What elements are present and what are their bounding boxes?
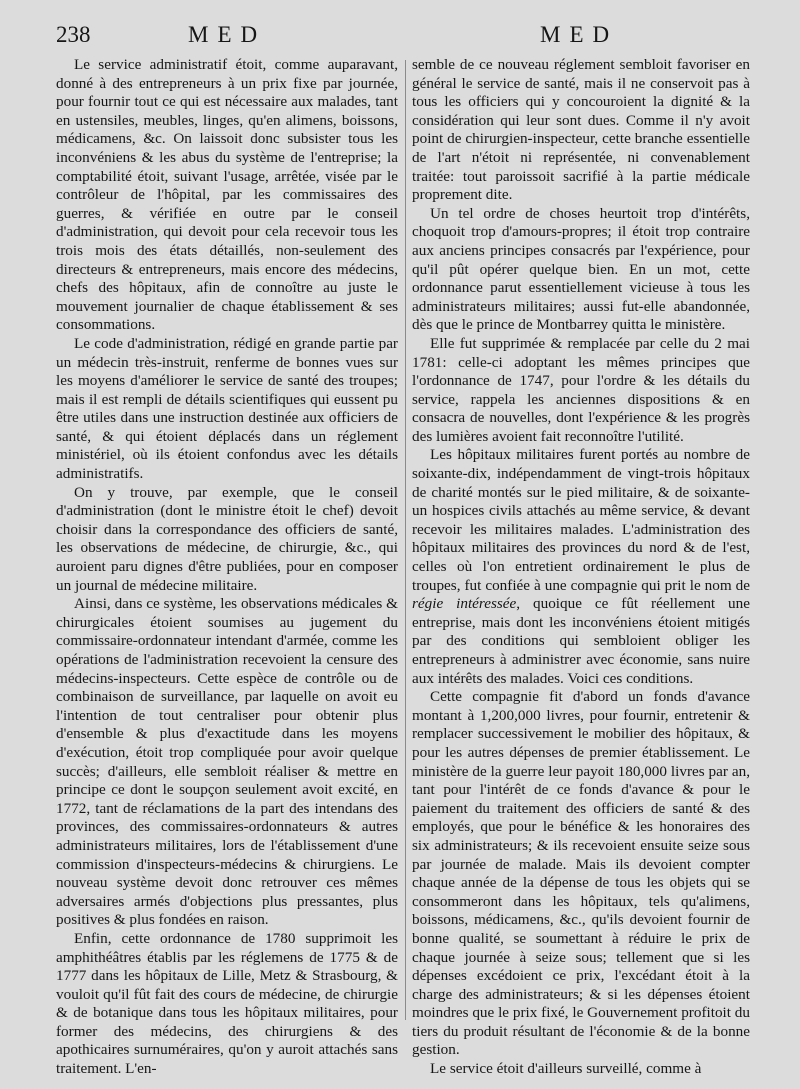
paragraph: Elle fut supprimée & remplacée par celle du 2 mai 1781: celle-ci adoptant les mêmes principes que l'ordonnance de 1747, pour l'ordre & les détails du service, rappela les anciennes dispositions & en consacra de nouvelles, dont l'expérience & les progrès des lumières avoient fait reconnoître l'utilité. (412, 334, 750, 445)
running-head-left: MED (188, 22, 267, 47)
paragraph: Le service étoit d'ailleurs surveillé, comme à (430, 1060, 702, 1078)
left-column (56, 56, 398, 1079)
column-divider (405, 60, 406, 1020)
text-run: , quoique ce fût réellement une entreprise, mais dont les inconvéniens étoient mitigés par des conditions qui sembloient obliger les entrepreneurs à administrer avec économie, sans nuire aux intérêts des malades. Voici ces conditions. (412, 595, 750, 687)
paragraph: Un tel ordre de choses heurtoit trop d'intérêts, choquoit trop d'amours-propres; il étoit trop contraire aux anciens principes consacrés par l'expérience, pour qu'il pût opérer quelque bien. En un mot, cette ordonnance parut essentiellement vicieuse à tous les administrateurs militaires; aussi fut-elle abandonnée, dès que le prince de Montbarrey quitta le ministère. (412, 204, 750, 334)
right-column (412, 56, 750, 1079)
text-run: Les hôpitaux militaires furent portés au nombre de soixante-dix, indépendamment de vingt-trois hôpitaux de charité montés sur le pied militaire, & de soixante-un hospices civils attachés au même service, & devant recevoir les militaires malades. L'administration des hôpitaux militaires des provinces du nord & de l'est, celles où l'on entretient ordinairement le plus de troupes, fut confiée à une compagnie qui prit le nom de (412, 446, 750, 594)
paragraph (412, 446, 750, 688)
italic-term: régie intéressée (412, 595, 517, 613)
page-number: 238 (56, 22, 91, 47)
page-header (0, 22, 800, 56)
paragraph: Ainsi, dans ce système, les observations médicales & chirurgicales étoient soumises au jugement du commissaire-ordonnateur intendant d'armée, comme les opérations de l'administration recevoient la censure des médecins-inspecteurs. Cette espèce de contrôle ou de combinaison de surveillance, par laquelle on avoit eu l'intention de tout centraliser pour obtenir plus d'ensemble & plus d'exactitude dans les moyens d'exécution, étoit trop compliquée pour avoir quelque succès; d'ailleurs, elle sembloit réaliser & mettre en principe ce dont le soupçon seulement avoit excité, en 1772, tant de réclamations de la part des intendans des provinces, des commissaires-ordonnateurs & autres administrateurs militaires, lors de l'établissement d'une commission d'inspecteurs-médecins & chirurgiens. Le nouveau système devoit donc retrouver ces mêmes adversaires armés d'objections plus pressantes, plus positives & plus fondées en raison. (56, 595, 398, 929)
paragraph: On y trouve, par exemple, que le conseil d'administration (dont le ministre étoit le chef) devoit choisir dans la correspondance des officiers de santé, les observations de médecine, de chirurgie, &c., qui auroient paru dignes d'être publiées, pour en composer un journal de médecine militaire. (56, 483, 398, 594)
running-head-right: MED (540, 22, 619, 47)
paragraph-continuation: semble de ce nouveau réglement sembloit favoriser en général le service de santé, mais il ne conservoit pas à tous les officiers qui y concouroient la dignité & la considération qui leur sont dues. Comme il n'y avoit point de chirurgien-inspecteur, cette branche essentielle de l'art n'étoit ni représentée, ni convenablement traitée: tout paroissoit sacrifié à la partie médicale proprement dite. (412, 56, 750, 204)
paragraph: Le service administratif étoit, comme auparavant, donné à des entrepreneurs à un prix fixe par journée, pour fournir tout ce qui est nécessaire aux malades, tant en ustensiles, meubles, linges, qu'en alimens, boissons, médicamens, &c. On laissoit donc subsister tous les inconvéniens & les abus du système de l'entreprise; la comptabilité étoit, suivant l'usage, arrêtée, visée par le contrôleur de l'hôpital, par les commissaires des guerres, & vérifiée en outre par le conseil d'administration, qui devoit pour cela recevoir tous les trois mois des états détaillés, non-seulement des directeurs & entrepreneurs, mais encore des médecins, chefs des hôpitaux, afin de connoître au juste le mouvement journalier de chaque établissement & ses consommations. (56, 56, 398, 334)
paragraph: Cette compagnie fit d'abord un fonds d'avance montant à 1,200,000 livres, pour fournir, entretenir & remplacer successivement le mobilier des hôpitaux, & pour les autres dépenses de premier établissement. Le ministère de la guerre leur payoit 180,000 livres par an, tant pour l'intérêt de ce fonds d'avance & pour le paiement du traitement des officiers de santé & des employés, que pour le bénéfice & les honoraires des six administrateurs; & ils recevoient ensuite seize sous par journée de malade. Mais ils devoient compter chaque année de la dépense de tous les objets qui se consommeront dans les hôpitaux, tels qu'alimens, boissons, médicamens, &c., qu'ils devoient fournir de bonne qualité, se soumettant à réduire le prix de chaque journée à seize sous; tellement que si les dépenses excédoient ce prix, l'excédant étoit à la charge des administrateurs; & si les dépenses étoient moindres que le prix fixé, le Gouvernement profitoit du tiers du produit résultant de l'économie & de la bonne gestion. (412, 688, 750, 1059)
paragraph: Enfin, cette ordonnance de 1780 supprimoit les amphithéâtres établis par les réglemens de 1775 & de 1777 dans les hôpitaux de Lille, Metz & Strasbourg, & vouloit qu'il fût fait des cours de médecine, de chirurgie & de botanique dans tous les hôpitaux militaires, pour former des médecins, des chirurgiens & des apothicaires surnuméraires, qu'on y auroit attachés sans traitement. L'en- (56, 929, 398, 1078)
paragraph: Le code d'administration, rédigé en grande partie par un médecin très-instruit, renferme de bonnes vues sur les moyens d'améliorer le service de santé des troupes; mais il est rempli de détails scientifiques qui eussent pu être utiles dans une instruction destinée aux officiers de santé, & qui étoient déplacés dans un réglement ministériel, où ils étoient confondus avec les détails administratifs. (56, 334, 398, 483)
